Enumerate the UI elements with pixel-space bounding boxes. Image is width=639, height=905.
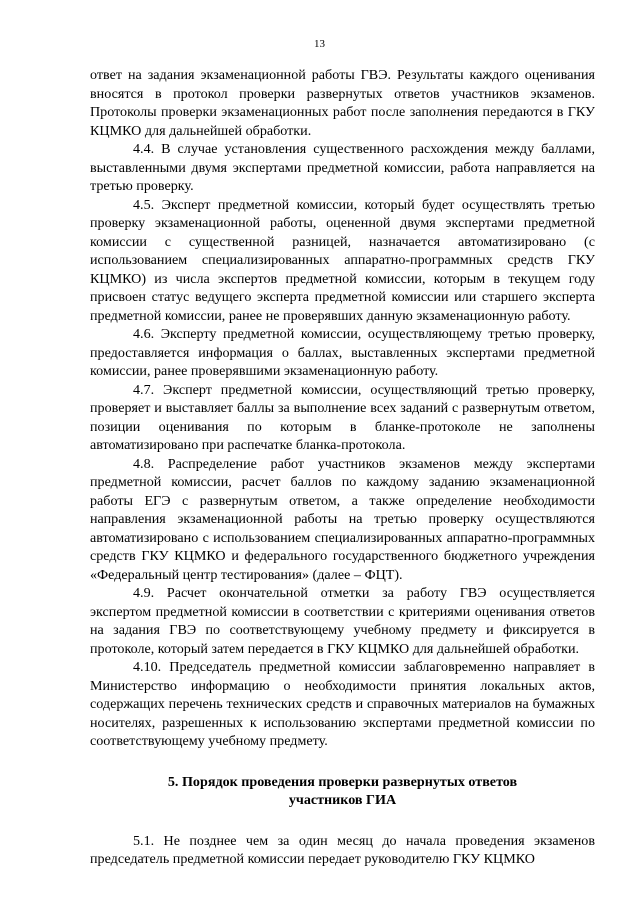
paragraph-4-7: 4.7. Эксперт предметной комиссии, осуществляющий третью проверку, проверяет и выставляет баллы за выполнение всех заданий с развернутым ответом, позиции оценивания по которым в бланке-протоколе не заполнены автоматизировано при распечатке бланка-протокола. (90, 381, 595, 453)
paragraph-4-8: 4.8. Распределение работ участников экзаменов между экспертами предметной комиссии, расчет баллов по каждому заданию экзаменационной работы ЕГЭ с развернутым ответом, а также определение необходимости направления экзаменационной работы на третью проверку осуществляются автоматизировано с использованием специализированных аппаратно-программных средств ГКУ КЦМКО и федерального государственного бюджетного учреждения «Федеральный центр тестирования» (далее – ФЦТ). (90, 455, 595, 583)
page-number: 13 (314, 38, 325, 50)
paragraph-5-1: 5.1. Не позднее чем за один месяц до начала проведения экзаменов председатель предметной комиссии передает руководителю ГКУ КЦМКО (90, 832, 595, 867)
paragraph-4-10: 4.10. Председатель предметной комиссии заблаговременно направляет в Министерство информацию о необходимости принятия локальных актов, содержащих перечень технических средств и справочных материалов на бумажных носителях, разрешенных к использованию экспертами предметной комиссии по соответствующему учебному предмету. (90, 659, 595, 749)
section-heading (90, 773, 595, 810)
section-heading-line-1: 5. Порядок проведения проверки развернутых ответов (167, 773, 518, 790)
paragraph-4-4: 4.4. В случае установления существенного расхождения между баллами, выставленными двумя экспертами предметной комиссии, работа направляется на третью проверку. (90, 141, 595, 194)
paragraph-continuation: ответ на задания экзаменационной работы ГВЭ. Результаты каждого оценивания вносятся в протокол проверки развернутых ответов участников экзаменов. Протоколы проверки экзаменационных работ после заполнения передаются в ГКУ КЦМКО для дальнейшей обработки. (90, 67, 595, 139)
paragraph-4-6: 4.6. Эксперту предметной комиссии, осуществляющему третью проверку, предоставляется информация о баллах, выставленных экспертами предметной комиссии, ранее проверявшими экзаменационную работу. (90, 326, 595, 379)
document-body (90, 66, 595, 869)
section-heading-line-2: участников ГИА (288, 792, 397, 808)
paragraph-4-5: 4.5. Эксперт предметной комиссии, который будет осуществлять третью проверку экзаменационной работы, оцененной двумя экспертами предметной комиссии с существенной разницей, назначается автоматизировано (с использованием специализированных аппаратно-программных средств ГКУ КЦМКО) из числа экспертов предметной комиссии, которым в текущем году присвоен статус ведущего эксперта предметной комиссии или старшего эксперта предметной комиссии, ранее не проверявших данную экзаменационную работу. (90, 196, 595, 324)
paragraph-4-9: 4.9. Расчет окончательной отметки за работу ГВЭ осуществляется экспертом предметной комиссии в соответствии с критериями оценивания ответов на задания ГВЭ по соответствующему учебному предмету и фиксируется в протоколе, который затем передается в ГКУ КЦМКО для дальнейшей обработки. (90, 585, 595, 657)
